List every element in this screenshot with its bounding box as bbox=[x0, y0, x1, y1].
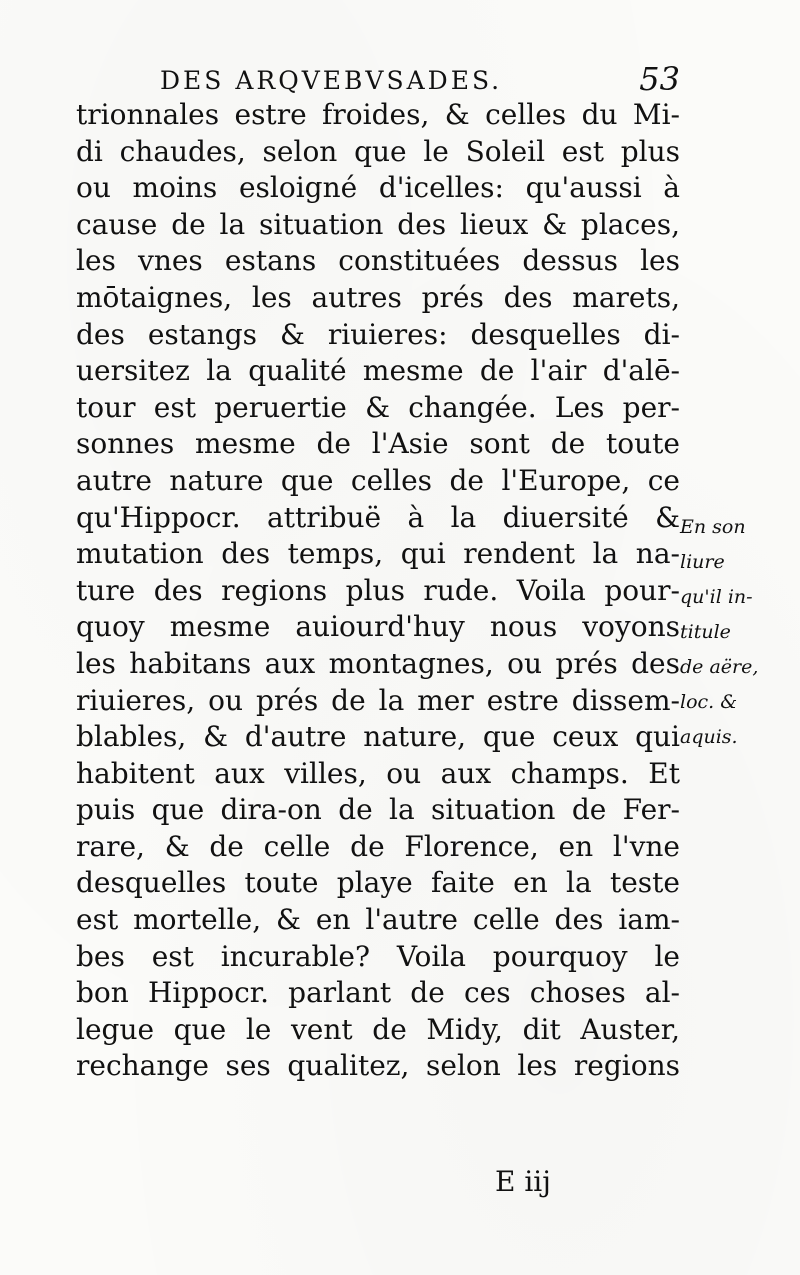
text-line: des estangs & riuieres: desquelles di- bbox=[76, 317, 680, 351]
text-line: habitent aux villes, ou aux champs. Et bbox=[76, 756, 680, 790]
text-line: bes est incurable? Voila pourquoy le bbox=[76, 939, 680, 973]
text-line: est mortelle, & en l'autre celle des iam- bbox=[76, 903, 680, 937]
page-number: 53 bbox=[639, 60, 680, 98]
text-line: mutation des temps, qui rendent la na- bbox=[76, 537, 680, 571]
marginal-note-line: En son bbox=[680, 516, 746, 538]
text-line: rechange ses qualitez, selon les regions bbox=[76, 1049, 680, 1083]
text-line: trionnales estre froides, & celles du Mi- bbox=[76, 98, 680, 131]
marginal-note bbox=[680, 510, 795, 755]
marginal-note-line: titule bbox=[680, 621, 731, 643]
text-line: qu'Hippocr. attribuë à la diuersité & bbox=[76, 500, 680, 534]
text-line: legue que le vent de Midy, dit Auster, bbox=[76, 1012, 680, 1046]
text-line: uersitez la qualité mesme de l'air d'alē- bbox=[76, 354, 680, 388]
text-line: tour est peruertie & changée. Les per- bbox=[76, 390, 680, 424]
text-line: quoy mesme auiourd'huy nous voyons bbox=[76, 610, 680, 644]
marginal-note-line: de aëre, bbox=[680, 656, 759, 678]
text-line: di chaudes, selon que le Soleil est plus bbox=[76, 134, 680, 168]
marginal-note-line: qu'il in- bbox=[680, 586, 753, 608]
text-line: riuieres, ou prés de la mer estre dissem- bbox=[76, 683, 680, 717]
signature-mark: E iij bbox=[495, 1165, 551, 1198]
text-line: ture des regions plus rude. Voila pour- bbox=[76, 573, 680, 607]
text-line: mōtaignes, les autres prés des marets, bbox=[76, 280, 680, 314]
text-line: blables, & d'autre nature, que ceux qui bbox=[76, 720, 680, 754]
text-line: desquelles toute playe faite en la teste bbox=[76, 866, 680, 900]
text-line: les habitans aux montagnes, ou prés des bbox=[76, 646, 680, 680]
running-head-title: DES ARQVEBVSADES. bbox=[160, 66, 503, 95]
marginal-note-line: liure bbox=[680, 551, 725, 573]
marginal-note-line: loc. & bbox=[680, 691, 738, 713]
text-line: autre nature que celles de l'Europe, ce bbox=[76, 463, 680, 497]
text-line: cause de la situation des lieux & places, bbox=[76, 207, 680, 241]
text-line: rare, & de celle de Florence, en l'vne bbox=[76, 829, 680, 863]
marginal-note-line: aquis. bbox=[680, 726, 738, 748]
text-line: ou moins esloigné d'icelles: qu'aussi à bbox=[76, 171, 680, 205]
body-text bbox=[76, 97, 680, 1085]
text-line: puis que dira-on de la situation de Fer- bbox=[76, 793, 680, 827]
text-line: bon Hippocr. parlant de ces choses al- bbox=[76, 976, 680, 1010]
running-head bbox=[160, 58, 680, 98]
text-line: sonnes mesme de l'Asie sont de toute bbox=[76, 427, 680, 461]
text-line: les vnes estans constituées dessus les bbox=[76, 244, 680, 278]
